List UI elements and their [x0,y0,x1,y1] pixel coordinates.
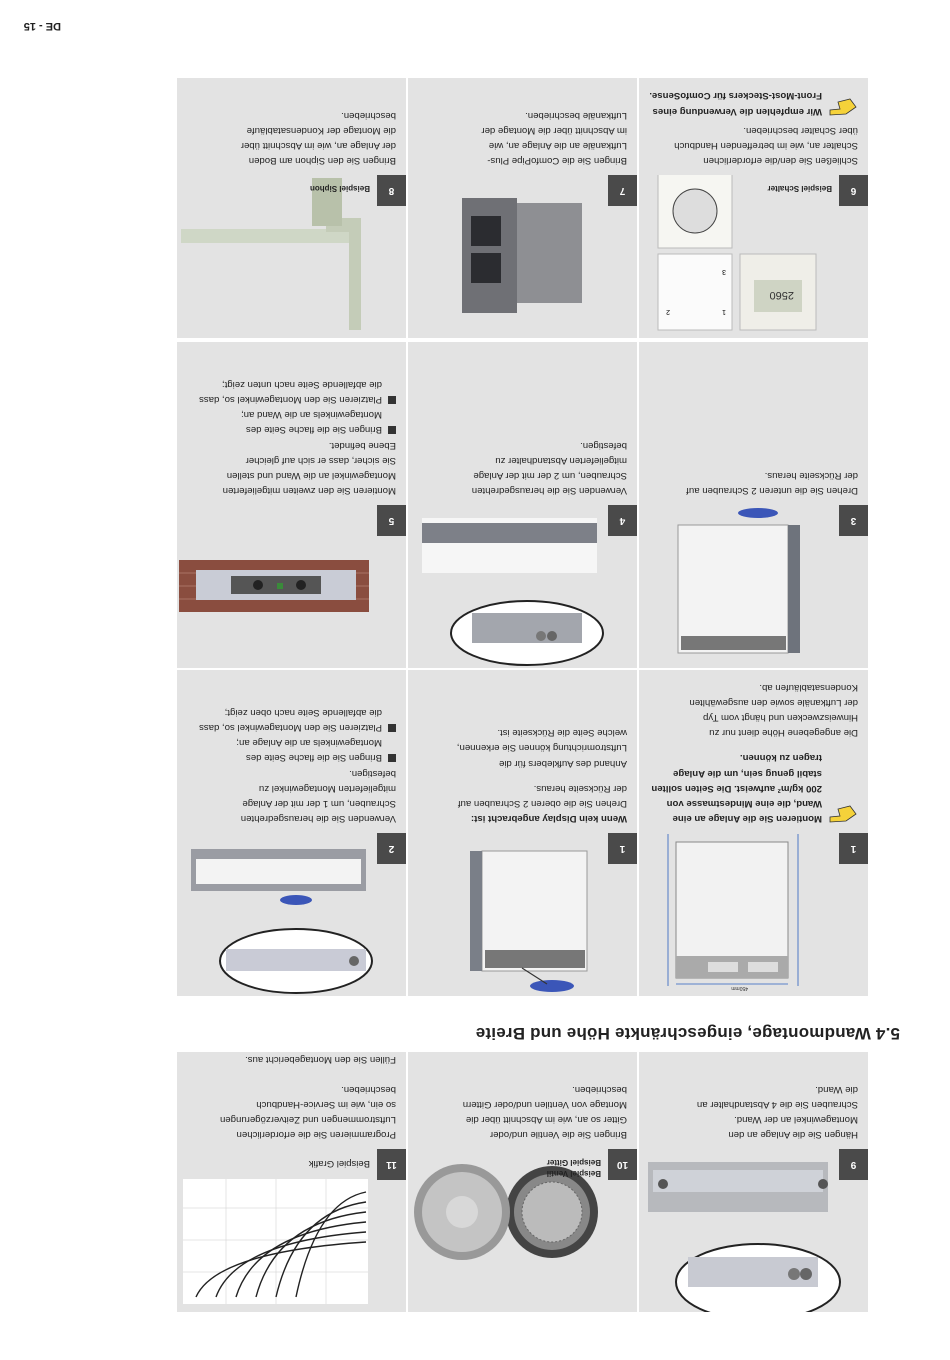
bullet-text: Platzieren Sie den Montagewinkel so, dass die abfallende Seite nach oben zeigt; [199,706,382,734]
valve-grille-illustration [408,1149,637,1312]
step-4-image [408,505,637,668]
text-line: befestigen. [349,767,396,779]
step-5-text [177,342,406,505]
page-number: DE - 15 [23,20,61,32]
step-9-image [639,1149,868,1312]
pointing-hand-icon [828,804,858,826]
text-line: Bringen Sie den Siphon am Boden [248,155,396,166]
note-text: Montieren Sie die Anlage an eine Wand, die eine Mindestmasse von 200 kg/m² aufweist. Die Seiten sollten stabil genug sein, um die Anlage tragen zu können. [651,752,822,824]
text-line: Luftstrommengen und Zeitverzögerungen [220,1113,396,1125]
pointing-hand-icon [828,97,858,119]
bullet-item [187,377,396,407]
text-line: welche Seite die Rückseite ist. [497,727,627,739]
text-line: Schrauben, um 1 der mit der Anlage [242,797,396,809]
switch-label-1: 1 [722,308,726,315]
step-number: 11 [377,1149,406,1180]
text-line: Kondensatabläufen ab. [759,681,858,693]
text-line: Schrauben Sie die 4 Abstandhalter an [696,1098,858,1110]
text-line: befestigen. [580,439,627,451]
switches-illustration [639,175,868,338]
step-3-text [639,342,868,505]
step-number: 7 [608,175,637,206]
step-2-image [177,833,406,996]
text-line: über Schalter beschrieben. [743,124,858,136]
text-line: Luftkanäle beschrieben. [525,109,627,121]
bullet-text: Bringen Sie die flache Seite des Montagewinkels an die Anlage an; [236,737,382,764]
bullet-text: Platzieren Sie den Montagewinkel so, dass die abfallende Seite nach unten zeigt; [199,378,382,406]
text-line: Schrauben, um 2 der mit der Anlage [473,469,627,481]
step-1-note-text [639,670,868,833]
step-10-caption: Beispiel Ventil Beispiel Gitter [546,1158,601,1178]
siphon-illustration [177,175,406,338]
text-line: Schließen Sie den/die erforderlichen [703,155,858,166]
step-number: 10 [608,1149,637,1180]
text-line: der Luftkanäle sowie den ausgewählten [689,696,858,708]
text-line: beschrieben. [572,1083,627,1095]
step-10-image [408,1149,637,1312]
step-1-dims-image [639,833,868,996]
text-line: Drehen Sie die unteren 2 Schrauben auf [686,485,858,496]
text-line: der Rückseite heraus. [533,782,627,794]
brick-wall-bracket-illustration [177,505,406,668]
text-line: Programmieren Sie die erforderlichen [236,1129,396,1140]
step-number: 2 [377,833,406,864]
steps-row-2 [178,342,868,668]
step-7-image [408,175,637,338]
text-line: der Rückseite heraus. [764,469,858,481]
step-1b-text [408,670,637,833]
spacers-illustration [408,505,637,668]
text-line: der Anlage an, wie im Abschnitt über [240,139,396,151]
text-line: Schalter an, wie im betreffenden Handbuch [674,139,858,151]
text-line: die Wand. [815,1083,858,1095]
unit-dimensions-illustration [639,833,868,996]
text-line: mitgelieferten Montagewinkel zu [258,782,396,794]
text-line: Die angegebene Höhe dient nur zu [709,727,858,739]
note-text: Wir empfehlen die Verwendung eines Front-Most-Steckers für ComfoSense. [649,90,822,117]
bullet-item [187,705,396,735]
display-value: 2560 [769,289,794,301]
step-3-image [639,505,868,668]
text-line: Montagewinkel an der Wand. [734,1113,858,1125]
unit-screws-illustration [408,833,637,996]
wall-bracket-illustration [639,1149,868,1312]
tip-note [649,750,858,826]
step-8-caption: Beispiel Siphon [309,184,370,194]
tip-note [649,88,858,118]
bracket-attach-illustration [177,833,406,996]
text-line: Hinweiszwecken und hängt vom Typ [702,712,858,724]
steps-row-3 [178,78,868,338]
step-11-text [177,1052,406,1149]
comfopipe-illustration [408,175,637,338]
steps-row-1 [178,670,868,996]
step-5-image [177,505,406,668]
step-number: 9 [839,1149,868,1180]
step-11-image [177,1149,406,1312]
text-line: Verwenden Sie die herausgedrehten [471,485,627,496]
step-7-text [408,78,637,175]
pressure-chart-illustration [177,1149,406,1312]
text-line: Montagewinkel an die Wand und stellen [226,469,396,481]
text-line: beschrieben. [341,109,396,121]
bullet-text: Bringen Sie die flache Seite des Montagewinkels an die Wand an; [241,409,382,436]
text-line: Luftstromrichtung können Sie erkennen, [456,742,627,754]
step-number: 1 [608,833,637,864]
bullet-item [187,407,396,437]
text-line: Gitter so an, wie im Abschnitt über die [465,1113,627,1125]
step-10-text [408,1052,637,1149]
step-2-text [177,670,406,833]
switch-label-2: 2 [666,308,670,315]
step-number: 4 [608,505,637,536]
dim-width: 450mm [731,985,748,991]
step-6-image [639,175,868,338]
step-8-text [177,78,406,175]
step-1-image [408,833,637,996]
text-line: Bringen Sie die ComfoPipe Plus- [487,155,627,166]
text-line: Füllen Sie den Montagebericht aus. [245,1054,396,1066]
text-line: Luftkanäle an die Anlage an, wie [488,139,627,151]
text-line: Drehen Sie die oberen 2 Schrauben auf [457,797,627,809]
text-line: Montieren Sie den zweiten mitgelieferten [222,485,396,496]
switch-label-3: 3 [722,268,726,275]
step-number: 3 [839,505,868,536]
text-line: mitgelieferten Abstandhalter zu [495,454,627,466]
bullet-item [187,735,396,765]
step-11-caption: Beispiel Grafik [308,1158,370,1170]
text-line: so ein, wie im Service-Handbuch [256,1098,396,1110]
step-9-text [639,1052,868,1149]
text-line: die Montage der Kondensatabläufe [246,124,396,136]
text-line: Ebene befindet. [328,439,396,451]
step-number: 5 [377,505,406,536]
text-line: im Abschnitt über die Montage der [481,124,627,136]
step-number: 6 [839,175,868,206]
text-line: Anhand des Aufklebers für die [498,757,627,769]
text-line: Sie sicher, dass er sich auf gleicher [245,454,396,466]
step-number: 8 [377,175,406,206]
text-line: Montage von Ventilen und/oder Gittern [462,1098,627,1110]
unit-lower-screws-illustration [639,505,868,668]
text-line: Bringen Sie die Ventile und/oder [489,1129,627,1140]
text-line: Verwenden Sie die herausgedrehten [240,813,396,824]
step-number: 1 [839,833,868,864]
steps-row-top [178,1052,868,1312]
text-line: Hängen Sie die Anlage an den [728,1129,858,1140]
section-heading: 5.4 Wandmontage, eingeschränkte Höhe und Breite [475,1024,900,1043]
step-4-text [408,342,637,505]
text-line: beschrieben. [341,1083,396,1095]
bold-heading: Wenn kein Display angebracht ist: [470,813,627,824]
step-8-image [177,175,406,338]
step-6-text [639,78,868,175]
step-6-caption: Beispiel Schalter [767,184,832,194]
